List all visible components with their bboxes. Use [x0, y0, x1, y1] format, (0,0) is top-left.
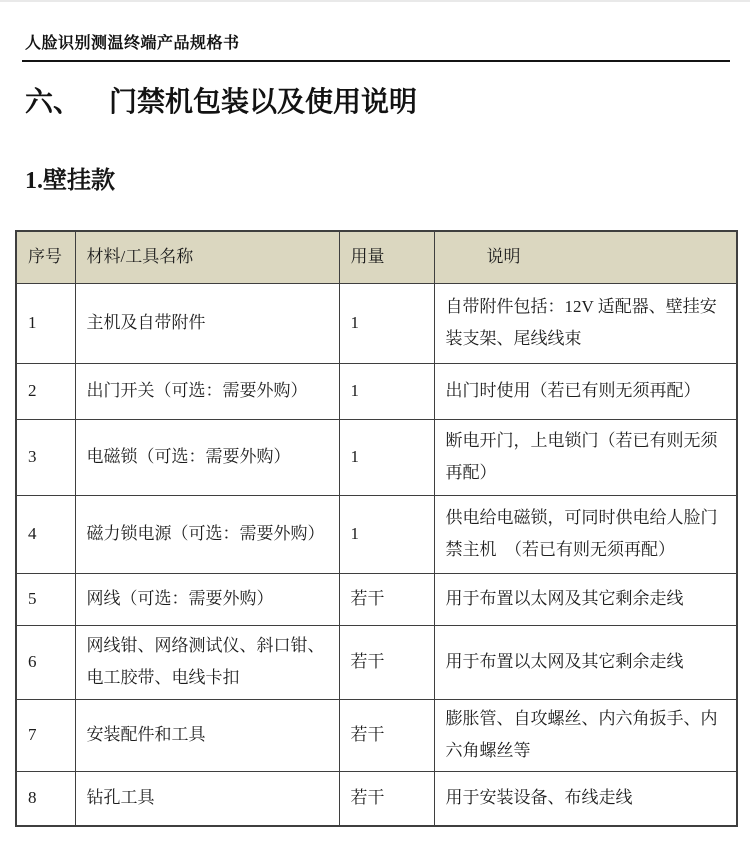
section-title: 门禁机包装以及使用说明	[109, 87, 418, 118]
cell-no: 8	[16, 771, 75, 826]
column-header-name: 材料/工具名称	[75, 231, 339, 283]
cell-desc: 断电开门，上电锁门（若已有则无须再配）	[434, 419, 737, 495]
doc-header-title: 人脸识别测温终端产品规格书	[25, 35, 240, 52]
table-row	[16, 283, 737, 363]
table-row	[16, 699, 737, 771]
cell-no: 2	[16, 363, 75, 419]
table-header-row	[16, 231, 737, 283]
cell-name: 磁力锁电源（可选：需要外购）	[75, 495, 339, 573]
table-row	[16, 625, 737, 699]
cell-qty: 1	[339, 363, 434, 419]
section-heading	[25, 86, 736, 120]
cell-qty: 1	[339, 419, 434, 495]
cell-no: 3	[16, 419, 75, 495]
table-row	[16, 419, 737, 495]
cell-qty: 若干	[339, 573, 434, 625]
column-header-desc: 说明	[434, 231, 737, 283]
cell-qty: 若干	[339, 699, 434, 771]
column-header-qty: 用量	[339, 231, 434, 283]
table-row	[16, 771, 737, 826]
cell-desc: 用于安装设备、布线走线	[434, 771, 737, 826]
cell-desc: 膨胀管、自攻螺丝、内六角扳手、内六角螺丝等	[434, 699, 737, 771]
packing-materials-table	[15, 230, 738, 827]
cell-qty: 若干	[339, 771, 434, 826]
cell-no: 1	[16, 283, 75, 363]
cell-qty: 若干	[339, 625, 434, 699]
cell-name: 安装配件和工具	[75, 699, 339, 771]
table-row	[16, 573, 737, 625]
cell-qty: 1	[339, 495, 434, 573]
table-row	[16, 495, 737, 573]
column-header-no: 序号	[16, 231, 75, 283]
cell-desc: 用于布置以太网及其它剩余走线	[434, 573, 737, 625]
cell-no: 4	[16, 495, 75, 573]
cell-qty: 1	[339, 283, 434, 363]
cell-name: 网线（可选：需要外购）	[75, 573, 339, 625]
cell-name: 电磁锁（可选：需要外购）	[75, 419, 339, 495]
table-row	[16, 363, 737, 419]
cell-no: 5	[16, 573, 75, 625]
cell-desc: 自带附件包括：12V 适配器、壁挂安装支架、尾线线束	[434, 283, 737, 363]
cell-desc: 供电给电磁锁，可同时供电给人脸门禁主机 （若已有则无须再配）	[434, 495, 737, 573]
cell-desc: 用于布置以太网及其它剩余走线	[434, 625, 737, 699]
cell-name: 钻孔工具	[75, 771, 339, 826]
cell-name: 主机及自带附件	[75, 283, 339, 363]
header-divider	[22, 60, 730, 62]
cell-no: 7	[16, 699, 75, 771]
cell-no: 6	[16, 625, 75, 699]
subsection-heading: 1.壁挂款	[25, 168, 115, 194]
cell-name: 出门开关（可选：需要外购）	[75, 363, 339, 419]
cell-name: 网线钳、网络测试仪、斜口钳、电工胶带、电线卡扣	[75, 625, 339, 699]
cell-desc: 出门时使用（若已有则无须再配）	[434, 363, 737, 419]
section-number: 六、	[25, 87, 82, 118]
